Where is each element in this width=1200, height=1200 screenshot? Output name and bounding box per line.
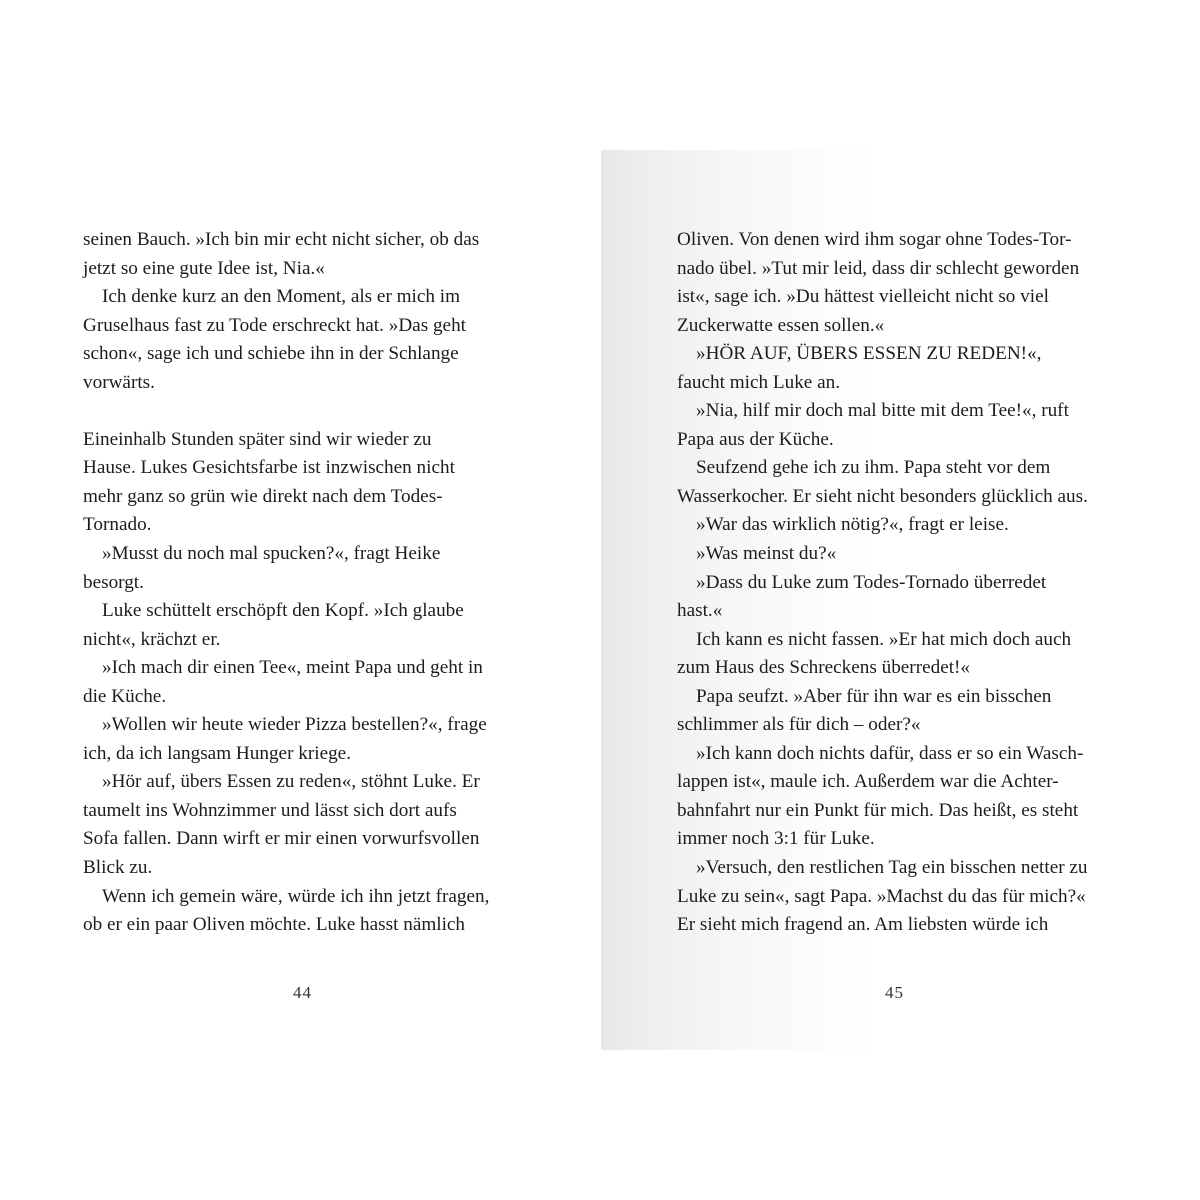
text-line: Oliven. Von denen wird ihm sogar ohne Todes-Tor- (677, 229, 1072, 250)
text-line: jetzt so eine gute Idee ist, Nia.« (83, 257, 325, 279)
page-number-left: 44 (293, 983, 312, 1002)
text-line: »Was meinst du?« (696, 543, 837, 565)
text-line: »Versuch, den restlichen Tag ein bisschen netter zu (696, 857, 1088, 879)
text-line: Wenn ich gemein wäre, würde ich ihn jetzt fragen, (102, 885, 490, 907)
text-line: Papa aus der Küche. (677, 428, 834, 450)
left-page (0, 150, 600, 1050)
text-line: lappen ist«, maule ich. Außerdem war die Achter- (677, 771, 1059, 793)
left-page-text (83, 226, 523, 940)
text-line: »War das wirklich nötig?«, fragt er leise. (696, 514, 1009, 536)
text-line: »Dass du Luke zum Todes-Tornado überredet (696, 571, 1047, 593)
text-line: Ich denke kurz an den Moment, als er mich im (102, 286, 461, 308)
text-line: Zuckerwatte essen sollen.« (677, 314, 885, 336)
text-line: »Hör auf, übers Essen zu reden«, stöhnt Luke. Er (102, 771, 480, 793)
text-line: hast.« (677, 600, 723, 622)
text-line: Seufzend gehe ich zu ihm. Papa steht vor dem (696, 457, 1051, 479)
text-line: Blick zu. (83, 857, 153, 879)
text-line (83, 397, 523, 426)
text-line: Sofa fallen. Dann wirft er mir einen vorwurfsvollen (83, 828, 480, 850)
text-line: besorgt. (83, 571, 144, 593)
text-line: ob er ein paar Oliven möchte. Luke hasst nämlich (83, 914, 466, 936)
text-line: Tornado. (83, 514, 152, 536)
text-line: zum Haus des Schreckens überredet!« (677, 657, 971, 679)
text-line: Luke zu sein«, sagt Papa. »Machst du das für mich?« (677, 885, 1086, 907)
text-line: schlimmer als für dich – oder?« (677, 714, 921, 736)
text-line: ich, da ich langsam Hunger kriege. (83, 742, 351, 764)
text-line: nado übel. »Tut mir leid, dass dir schlecht geworden (677, 257, 1080, 279)
text-line: ist«, sage ich. »Du hättest vielleicht nicht so viel (677, 286, 1049, 308)
right-page-text (677, 226, 1117, 940)
text-line: Eineinhalb Stunden später sind wir wieder zu (83, 428, 432, 450)
text-line: mehr ganz so grün wie direkt nach dem Todes- (83, 485, 443, 507)
text-line: bahnfahrt nur ein Punkt für mich. Das heißt, es steht (677, 799, 1079, 821)
text-line: schon«, sage ich und schiebe ihn in der Schlange (83, 343, 459, 365)
text-line: »Ich mach dir einen Tee«, meint Papa und geht in (102, 657, 483, 679)
text-line: nicht«, krächzt er. (83, 628, 221, 650)
text-line: »Ich kann doch nichts dafür, dass er so ein Wasch- (696, 742, 1084, 764)
text-line: Er sieht mich fragend an. Am liebsten würde ich (677, 914, 1049, 936)
text-line: seinen Bauch. »Ich bin mir echt nicht sicher, ob das (83, 229, 480, 250)
text-line: vorwärts. (83, 371, 155, 393)
page-number-right: 45 (885, 983, 904, 1002)
text-line: Papa seufzt. »Aber für ihn war es ein bisschen (696, 685, 1052, 707)
text-line: Gruselhaus fast zu Tode erschreckt hat. »Das geht (83, 314, 466, 336)
text-line: »HÖR AUF, ÜBERS ESSEN ZU REDEN!«, (696, 343, 1042, 365)
text-line: faucht mich Luke an. (677, 371, 841, 393)
text-line: die Küche. (83, 685, 167, 707)
text-line: »Musst du noch mal spucken?«, fragt Heike (102, 543, 441, 565)
text-line: »Wollen wir heute wieder Pizza bestellen?«, frage (102, 714, 487, 736)
text-line: taumelt ins Wohnzimmer und lässt sich dort aufs (83, 799, 457, 821)
text-line: Ich kann es nicht fassen. »Er hat mich doch auch (696, 628, 1072, 650)
text-line: »Nia, hilf mir doch mal bitte mit dem Tee!«, ruft (696, 400, 1069, 422)
text-line: Hause. Lukes Gesichtsfarbe ist inzwischen nicht (83, 457, 455, 479)
text-line: immer noch 3:1 für Luke. (677, 828, 875, 850)
text-line: Luke schüttelt erschöpft den Kopf. »Ich glaube (102, 600, 464, 622)
text-line: Wasserkocher. Er sieht nicht besonders glücklich aus. (677, 485, 1088, 507)
